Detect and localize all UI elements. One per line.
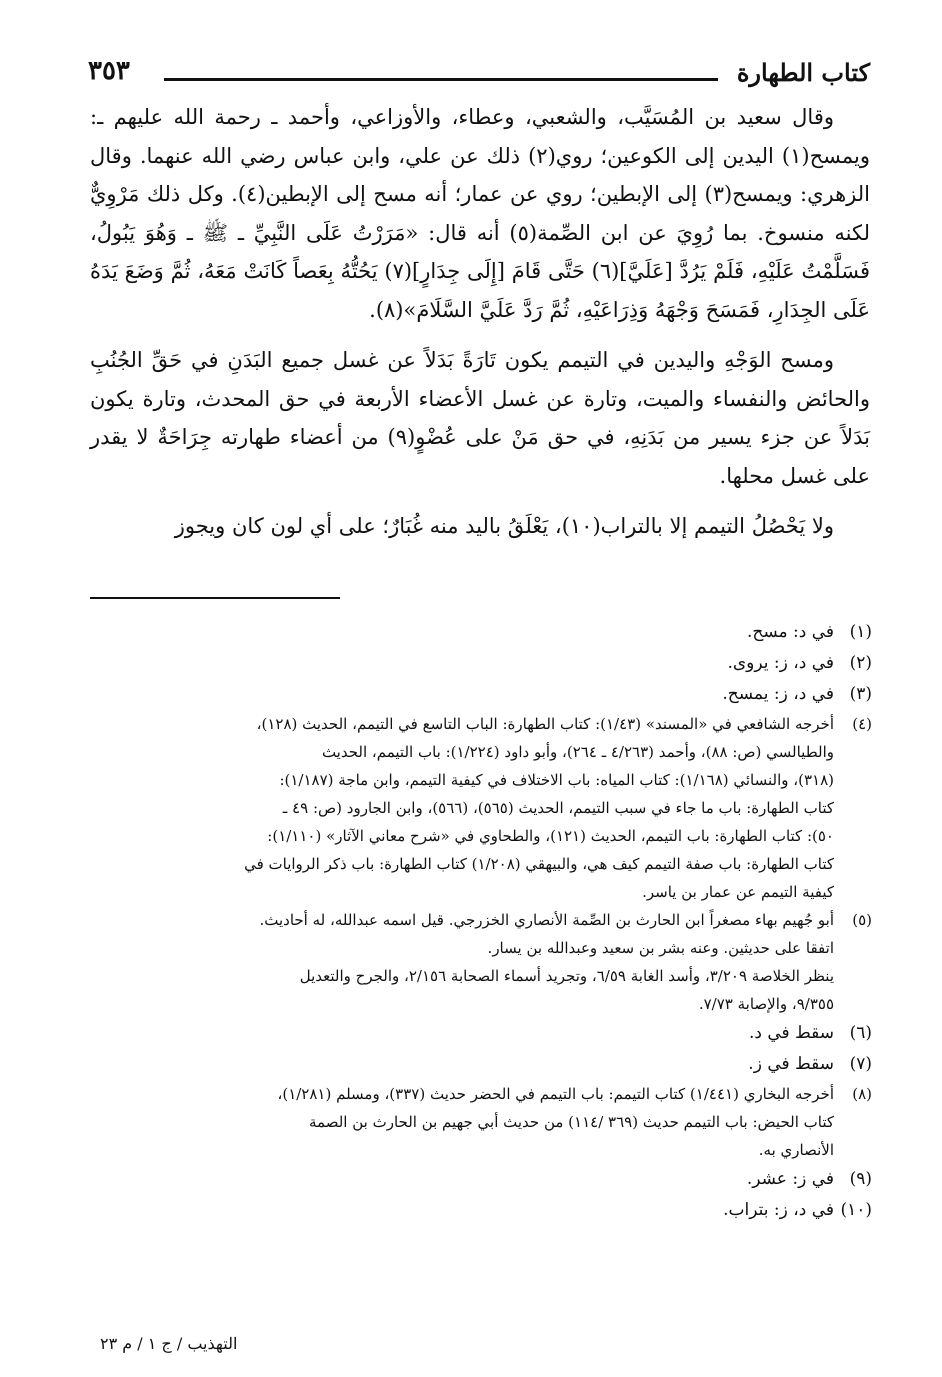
footnote-line: اتفقا على حديثين. وعنه بشر بن سعيد وعبدالله بن يسار. xyxy=(487,939,834,957)
footnote-number: (٣) xyxy=(849,684,872,704)
header-rule xyxy=(164,78,718,81)
footnote xyxy=(92,1018,872,1049)
footnote xyxy=(92,1080,872,1164)
footnote xyxy=(92,906,872,1018)
footnote xyxy=(92,1049,872,1080)
paragraph-text: وقال سعيد بن المُسَيَّب، والشعبي، وعطاء، والأوزاعي، وأحمد ـ رحمة الله عليهم ـ: ويمسح(١) اليدين إلى الكوعين؛ روي(٢) ذلك عن علي، وابن عباس رضي الله عنهما. وقال الزهري: ويمسح(٣) إلى الإبطين؛ روي عن عمار؛ أنه مسح إلى الإبطين(٤). وكل ذلك مَرْوِيٌّ لكنه منسوخ. بما رُوِيَ عن ابن الصِّمة(٥) أنه قال: «مَرَرْتُ عَلَى النَّبِيِّ ـ ﷺ ـ وَهُوَ يَبُولُ، فَسَلَّمْتُ عَلَيْهِ، فَلَمْ يَرُدَّ [عَلَيَّ](٦) حَتَّى قَامَ [إِلَى جِدَارٍ](٧) يَحُتُّهُ بِعَصاً كَانَتْ مَعَهُ، ثُمَّ وَضَعَ يَدَهُ عَلَى الجِدَارِ، فَمَسَحَ وَجْهَهُ وَذِرَاعَيْهِ، ثُمَّ رَدَّ عَلَيَّ السَّلَامَ»(٨). xyxy=(90,105,871,322)
paragraph xyxy=(90,507,870,546)
paragraph-text: ومسح الوَجْهِ واليدين في التيمم يكون تَارَةً بَدَلاً عن غسل جميع البَدَنِ في حَقِّ الجُنُبِ والحائض والنفساء والميت، وتارة عن غسل الأعضاء الأربعة في حق المحدث، وتارة يكون بَدَلاً عن جزء يسير من بَدَنِهِ، في حق مَنْ على عُضْوٍ(٩) من أعضاء طهارته جِرَاحَةٌ لا يقدر على غسل محلها. xyxy=(90,348,870,488)
footnote-number: (٩) xyxy=(849,1169,872,1189)
footnote-line: (٣١٨)، والنسائي (١/١٦٨): كتاب المياه: باب الاختلاف في كيفية التيمم، وابن ماجة (١/١٨٧): xyxy=(279,771,834,789)
footnote-line: في د، ز: بتراب. xyxy=(723,1200,834,1220)
footnote-number: (٥) xyxy=(852,911,872,929)
footnote-line: أخرجه الشافعي في «المسند» (١/٤٣): كتاب الطهارة: الباب التاسع في التيمم، الحديث (١٢٨)، xyxy=(256,715,834,733)
footnote-number: (٧) xyxy=(849,1054,872,1074)
footnote-number: (٤) xyxy=(852,715,872,733)
footnote xyxy=(92,648,872,679)
footnote xyxy=(92,1195,872,1226)
footnote-line: في د، ز: يمسح. xyxy=(722,684,834,704)
footnote xyxy=(92,679,872,710)
footnote-line: في د، ز: يروى. xyxy=(727,653,834,673)
footnote-number: (١٠) xyxy=(840,1200,872,1220)
paragraph xyxy=(90,98,870,329)
footnote xyxy=(92,617,872,648)
footnote-line: أبو جُهيم بهاء مصغراً ابن الحارث بن الصِّمة الأنصاري الخزرجي. قيل اسمه عبدالله، له أحاديث. xyxy=(259,911,834,929)
footnote-line: كيفية التيمم عن عمار بن ياسر. xyxy=(642,883,834,901)
footnote-line: كتاب الحيض: باب التيمم حديث (٣٦٩ /١١٤) من حديث أبي جهيم بن الحارث بن الصمة xyxy=(308,1113,834,1131)
footnote-line: ٩/٣٥٥، والإصابة ٧/٧٣. xyxy=(698,995,834,1013)
footnote-number: (٨) xyxy=(852,1085,872,1103)
footnotes xyxy=(92,617,872,1226)
footnote-line: ٥٠): كتاب الطهارة: باب التيمم، الحديث (١٢١)، والطحاوي في «شرح معاني الآثار» (١/١١٠): xyxy=(267,827,834,845)
footnote xyxy=(92,1164,872,1195)
footnote-line: أخرجه البخاري (١/٤٤١) كتاب التيمم: باب التيمم في الحضر حديث (٣٣٧)، ومسلم (١/٢٨١)، xyxy=(277,1085,834,1103)
footnote xyxy=(92,710,872,906)
footnote-line: الأنصاري به. xyxy=(758,1141,834,1159)
page-header xyxy=(88,56,870,96)
main-text xyxy=(90,98,870,558)
footnote-number: (٦) xyxy=(849,1023,872,1043)
paragraph xyxy=(90,341,870,495)
footnote-divider xyxy=(90,597,340,599)
footnote-number: (١) xyxy=(849,622,872,642)
footnote-line: كتاب الطهارة: باب صفة التيمم كيف هي، والبيهقي (١/٢٠٨) كتاب الطهارة: باب ذكر الروايات في xyxy=(244,855,834,873)
footnote-number: (٢) xyxy=(849,653,872,673)
page-number: ٣٥٣ xyxy=(88,56,130,86)
footnote-line: والطيالسي (ص: ٨٨)، وأحمد (٤/٢٦٣ ـ ٢٦٤)، وأبو داود (١/٢٢٤): باب التيمم، الحديث xyxy=(321,743,834,761)
footnote-line: في د: مسح. xyxy=(746,622,834,642)
footnote-line: سقط في د. xyxy=(748,1023,834,1043)
footnote-line: ينظر الخلاصة ٣/٢٠٩، وأسد الغابة ٦/٥٩، وتجريد أسماء الصحابة ٢/١٥٦، والجرح والتعديل xyxy=(299,967,834,985)
paragraph-text: ولا يَحْصُلُ التيمم إلا بالتراب(١٠)، يَعْلَقُ باليد منه غُبَارٌ؛ على أي لون كان ويجوز xyxy=(174,514,834,538)
footnote-line: سقط في ز. xyxy=(748,1054,834,1074)
printer-signature: التهذيب / ج ١ / م ٢٣ xyxy=(100,1334,238,1353)
footnote-line: كتاب الطهارة: باب ما جاء في سبب التيمم، الحديث (٥٦٥)، (٥٦٦)، وابن الجارود (ص: ٤٩ ـ xyxy=(282,799,834,817)
footnote-line: في ز: عشر. xyxy=(746,1169,834,1189)
chapter-title: كتاب الطهارة xyxy=(736,58,870,87)
